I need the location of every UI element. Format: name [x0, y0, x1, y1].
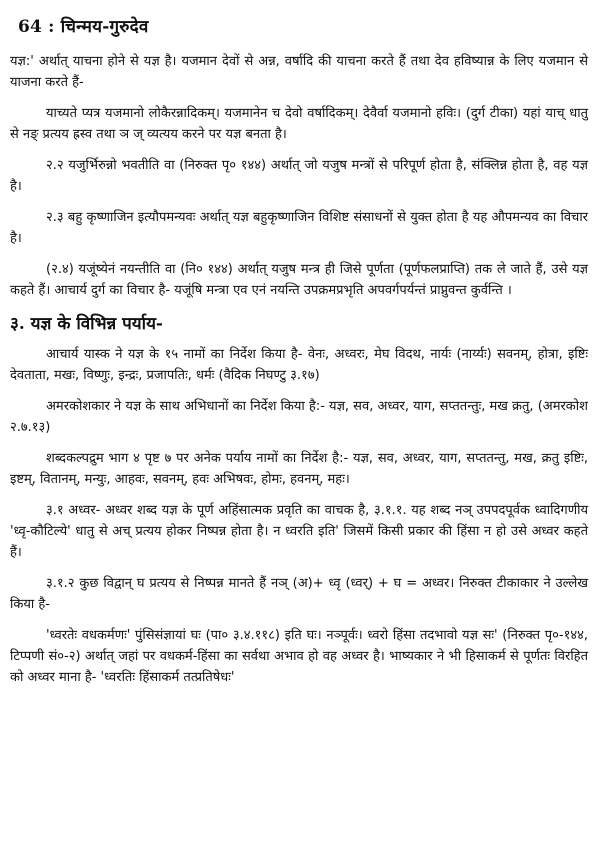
paragraph-amarkosh: अमरकोशकार ने यज्ञ के साथ अभिधानों का निर्देश किया है:- यज्ञ, सव, अध्वर, याग, सप्ततन्तुः, मख क्रतु, (अमरकोश २.७.१३)	[10, 399, 588, 435]
paragraph-durg-tika: याच्यते प्यत्र यजमानो लोकैरन्नादिकम्। यजमानेन च देवो वर्षादिकम्। देवैर्वा यजमानो हविः। (दुर्ग टीका) यहां याच् धातु से नङ् प्रत्यय ह्रस्व तथा ञ ज् व्यत्यय करने पर यज्ञ बनता है।	[10, 106, 588, 142]
paragraph-2-4: (२.४) यजूंष्येनं नयन्तीति वा (नि० १४४) अर्थात् यजुष मन्त्र ही जिसे पूर्णता (पूर्णफलप्राप्ति) तक ले जाते हैं, उसे यज्ञ कहते हैं। आचार्य दुर्ग का विचार है- यजूंषि मन्त्रा एव एनं नयन्ति उपक्रमप्रभृति अपवर्गपर्यन्तं प्राप्नुवन्त कुर्वन्ति ।	[10, 262, 588, 298]
paragraph-shabdakalpadrum: शब्दकल्पद्रुम भाग ४ पृष्ट ७ पर अनेक पर्याय नामों का निर्देश है:- यज्ञ, सव, अध्वर, याग, सप्ततन्तु, मख, क्रतु इष्टिः, इष्टम्, वितानम्, मन्युः, आहवः, सवनम्, हवः अभिषवः, होमः, हवनम्, महः।	[10, 451, 588, 487]
page-header	[18, 14, 588, 37]
document-page	[10, 14, 588, 698]
paragraph-dhvarateh: 'ध्वरतेः वधकर्मणः' पुंसिसंज्ञायां घः (पा० ३.४.११८) इति घः। नञ्पूर्वः। ध्वरो हिंसा तदभावो यज्ञ सः' (निरुक्त पृ०-१४४, टिप्पणी सं०-२) अर्थात् जहां पर वधकर्म-हिंसा का सर्वथा अभाव हो वह अध्वर है। भाष्यकार ने भी हिसाकर्म से पूर्णतः विरहित को अध्वर माना है- 'ध्वरतिः हिंसाकर्म तत्प्रतिषेधः'	[10, 628, 588, 685]
section-heading: ३. यज्ञ के विभिन्न पर्याय-	[10, 314, 163, 334]
page-number: 64 :	[18, 17, 55, 37]
paragraph-yaska: आचार्य यास्क ने यज्ञ के १५ नामों का निर्देश किया है- वेनः, अध्वरः, मेघ विदथ, नार्यः (नार्य्यः) सवनम्, होत्रा, इष्टिः देवताता, मखः, विष्णुः, इन्द्रः, प्रजापतिः, धर्मः (वैदिक निघण्टु ३.१७)	[10, 347, 588, 383]
paragraph-2-3: २.३ बहु कृष्णाजिन इत्यौपमन्यवः अर्थात् यज्ञ बहुकृष्णाजिन विशिष्ट संसाधनों से युक्त होता है यह औपमन्यव का विचार है।	[10, 210, 588, 246]
paragraph-2-2: २.२ यजुर्भिरुन्नो भवतीति वा (निरुक्त पृ० १४४) अर्थात् जो यजुष मन्त्रों से परिपूर्ण होता है, संक्लिन्न होता है, वह यज्ञ है।	[10, 158, 588, 194]
paragraph-yajna-yachana: यज्ञ:' अर्थात् याचना होने से यज्ञ है। यजमान देवों से अन्न, वर्षादि की याचना करते हैं तथा देव हविष्यान्न के लिए यजमान से याजना करते हैं-	[10, 54, 588, 90]
paragraph-3-1-2: ३.१.२ कुछ विद्वान् घ प्रत्यय से निष्पन्न मानते हैं नञ् (अ)+ ध्वृ (ध्वर्) + घ = अध्वर। निरुक्त टीकाकार ने उल्लेख किया है-	[10, 576, 588, 612]
running-title: चिन्मय-गुरुदेव	[60, 17, 149, 37]
paragraph-3-1-adhvar: ३.१ अध्वर- अध्वर शब्द यज्ञ के पूर्ण अहिंसात्मक प्रवृति का वाचक है, ३.१.१. यह शब्द नञ् उपपदपूर्वक ध्वादिगणीय 'ध्वृ-कौटिल्ये' धातु से अच् प्रत्यय होकर निष्पन्न होता है। न ध्वरति इति' जिसमें किसी प्रकार की हिंसा न हो उसे अध्वर कहते हैं।	[10, 503, 588, 560]
